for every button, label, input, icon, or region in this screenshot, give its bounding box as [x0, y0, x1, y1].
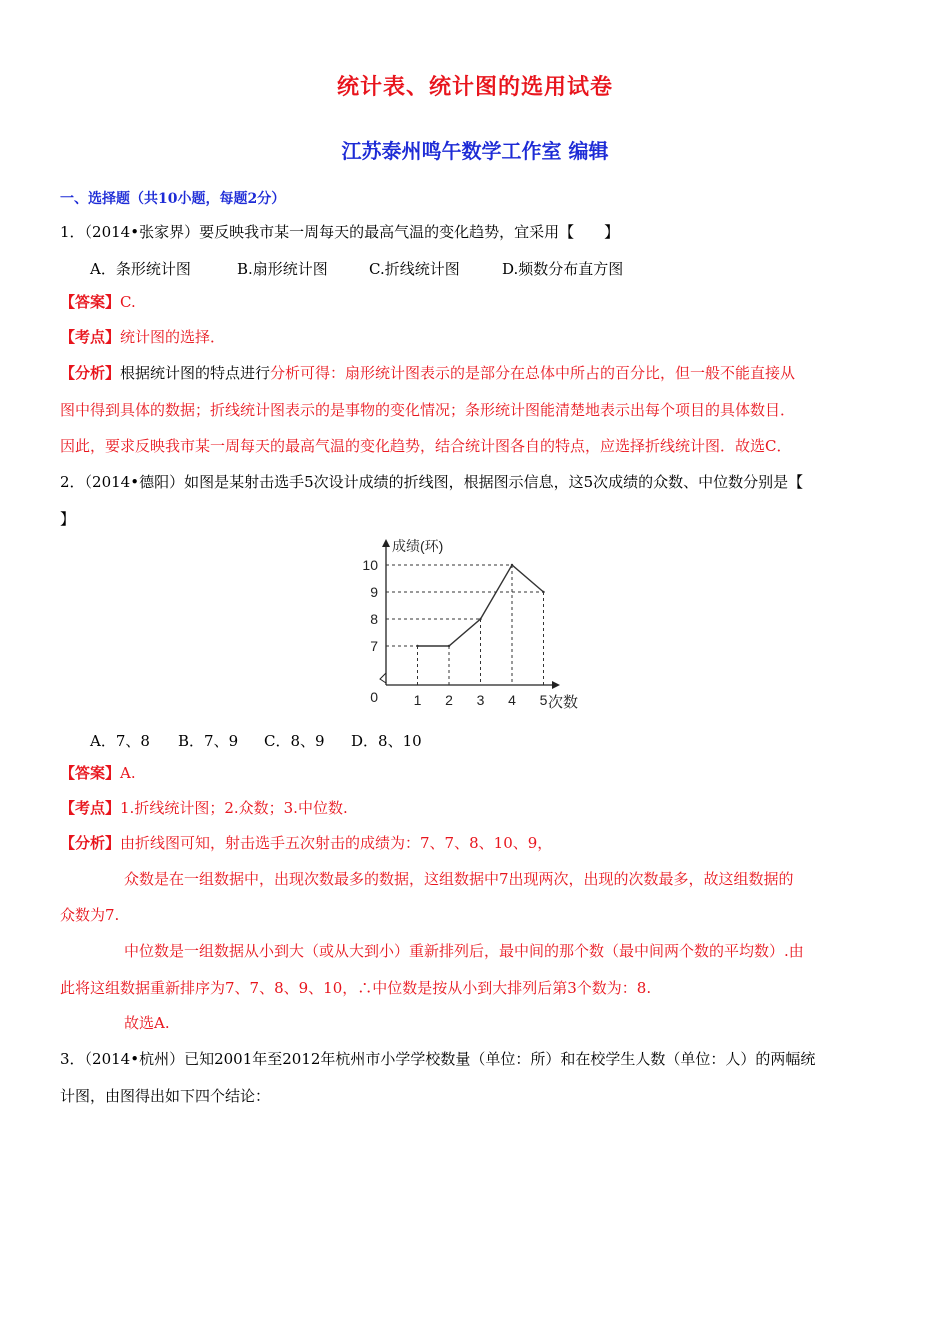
q1-option-d: D.频数分布直方图 — [502, 260, 624, 278]
q1-analysis-line-2: 图中得到具体的数据；折线统计图表示的是事物的变化情况；条形统计图能清楚地表示出每个项目的具体数目． — [60, 401, 796, 419]
q1-analysis-line-1 — [60, 364, 892, 382]
data-point-3 — [479, 618, 481, 620]
q1-point-label: 【考点】 — [60, 328, 121, 346]
q2-option-d: D．8、10 — [351, 732, 422, 750]
score-line-chart — [358, 533, 598, 713]
y-tick-label-10: 10 — [362, 557, 378, 573]
q1-analysis-black: 根据统计图的特点进行 — [120, 364, 271, 382]
q2-point-value: 1.折线统计图；2.众数；3.中位数. — [120, 799, 348, 817]
data-point-2 — [448, 645, 450, 647]
x-tick-label-2: 2 — [445, 692, 453, 708]
origin-label: 0 — [370, 689, 378, 705]
q2-analysis-line-6: 故选A. — [124, 1014, 170, 1032]
chart-axes — [380, 539, 560, 689]
q2-analysis-label: 【分析】 — [60, 834, 121, 852]
q1-answer-label: 【答案】 — [60, 293, 121, 311]
x-tick-label-1: 1 — [413, 692, 422, 708]
section-heading: 一、选择题（共10小题，每题2分） — [60, 191, 286, 207]
q1-analysis-label: 【分析】 — [60, 364, 121, 382]
y-axis-arrow — [382, 539, 390, 547]
q1-option-c: C.折线统计图 — [369, 260, 460, 278]
q2-analysis-line-2: 众数是在一组数据中，出现次数最多的数据，这组数据中7出现两次，出现的次数最多，故这组数据的 — [124, 870, 794, 888]
q2-option-b: B．7、9 — [178, 732, 239, 750]
q2-point-label: 【考点】 — [60, 799, 121, 817]
data-point-5 — [542, 591, 544, 593]
chart-series — [416, 564, 544, 647]
q1-stem: 1．（2014•张家界）要反映我市某一周每天的最高气温的变化趋势，宜采用【 】 — [60, 223, 620, 241]
q2-answer — [60, 764, 892, 782]
q2-analysis-line-4: 中位数是一组数据从小到大（或从大到小）重新排列后，最中间的那个数（最中间两个数的平均数）.由 — [124, 942, 804, 960]
x-tick-label-4: 4 — [508, 692, 516, 708]
q2-stem-line-1: 2．（2014•德阳）如图是某射击选手5次设计成绩的折线图，根据图示信息，这5次成绩的众数、中位数分别是【 — [60, 473, 804, 491]
q2-analysis-line-5: 此将这组数据重新排序为7、7、8、9、10，∴中位数是按从小到大排列后第3个数为：8. — [60, 979, 652, 997]
q2-option-a: A．7、8 — [90, 732, 150, 750]
page-title: 统计表、统计图的选用试卷 — [336, 74, 613, 100]
chart-guide-lines — [386, 565, 544, 685]
q3-stem-line-2: 计图，由图得出如下四个结论： — [60, 1087, 271, 1105]
x-tick-label-3: 3 — [476, 692, 485, 708]
q2-point — [60, 799, 892, 817]
q1-point-value: 统计图的选择． — [120, 328, 226, 346]
q2-analysis-text-1: 由折线图可知，射击选手五次射击的成绩为：7、7、8、10、9， — [120, 834, 553, 852]
y-tick-label-9: 9 — [370, 584, 378, 600]
data-point-1 — [416, 645, 418, 647]
q1-answer — [60, 293, 892, 311]
q2-answer-value: A. — [120, 764, 136, 782]
q2-answer-label: 【答案】 — [60, 764, 121, 782]
data-point-4 — [511, 564, 513, 566]
x-axis-title: 次数 — [548, 694, 579, 711]
q1-answer-value: C. — [120, 293, 136, 311]
q1-analysis-line-3: 因此，要求反映我市某一周每天的最高气温的变化趋势，结合统计图各自的特点，应选择折线统计图．故选C． — [60, 437, 792, 455]
q1-option-a: A．条形统计图 — [90, 260, 191, 278]
q1-point — [60, 328, 892, 346]
y-tick-label-8: 8 — [370, 611, 378, 627]
q1-analysis-text-1: 分析可得：扇形统计图表示的是部分在总体中所占的百分比，但一般不能直接从 — [270, 364, 796, 382]
x-tick-label-5: 5 — [539, 692, 548, 708]
page-subtitle: 江苏泰州鸣午数学工作室 编辑 — [341, 139, 609, 163]
q2-analysis-line-3: 众数为7. — [60, 906, 120, 924]
q2-option-c: C．8、9 — [264, 732, 325, 750]
q2-analysis-line-1 — [60, 834, 892, 852]
axis-break-mark — [380, 673, 386, 683]
y-axis-title: 成绩(环) — [392, 538, 444, 554]
y-tick-label-7: 7 — [370, 638, 378, 654]
q1-option-b: B.扇形统计图 — [237, 260, 328, 278]
x-axis-arrow — [552, 681, 560, 689]
q3-stem-line-1: 3．（2014•杭州）已知2001年至2012年杭州市小学学校数量（单位：所）和在校学生人数（单位：人）的两幅统 — [60, 1050, 816, 1068]
q2-stem-line-2: 】 — [60, 510, 76, 528]
